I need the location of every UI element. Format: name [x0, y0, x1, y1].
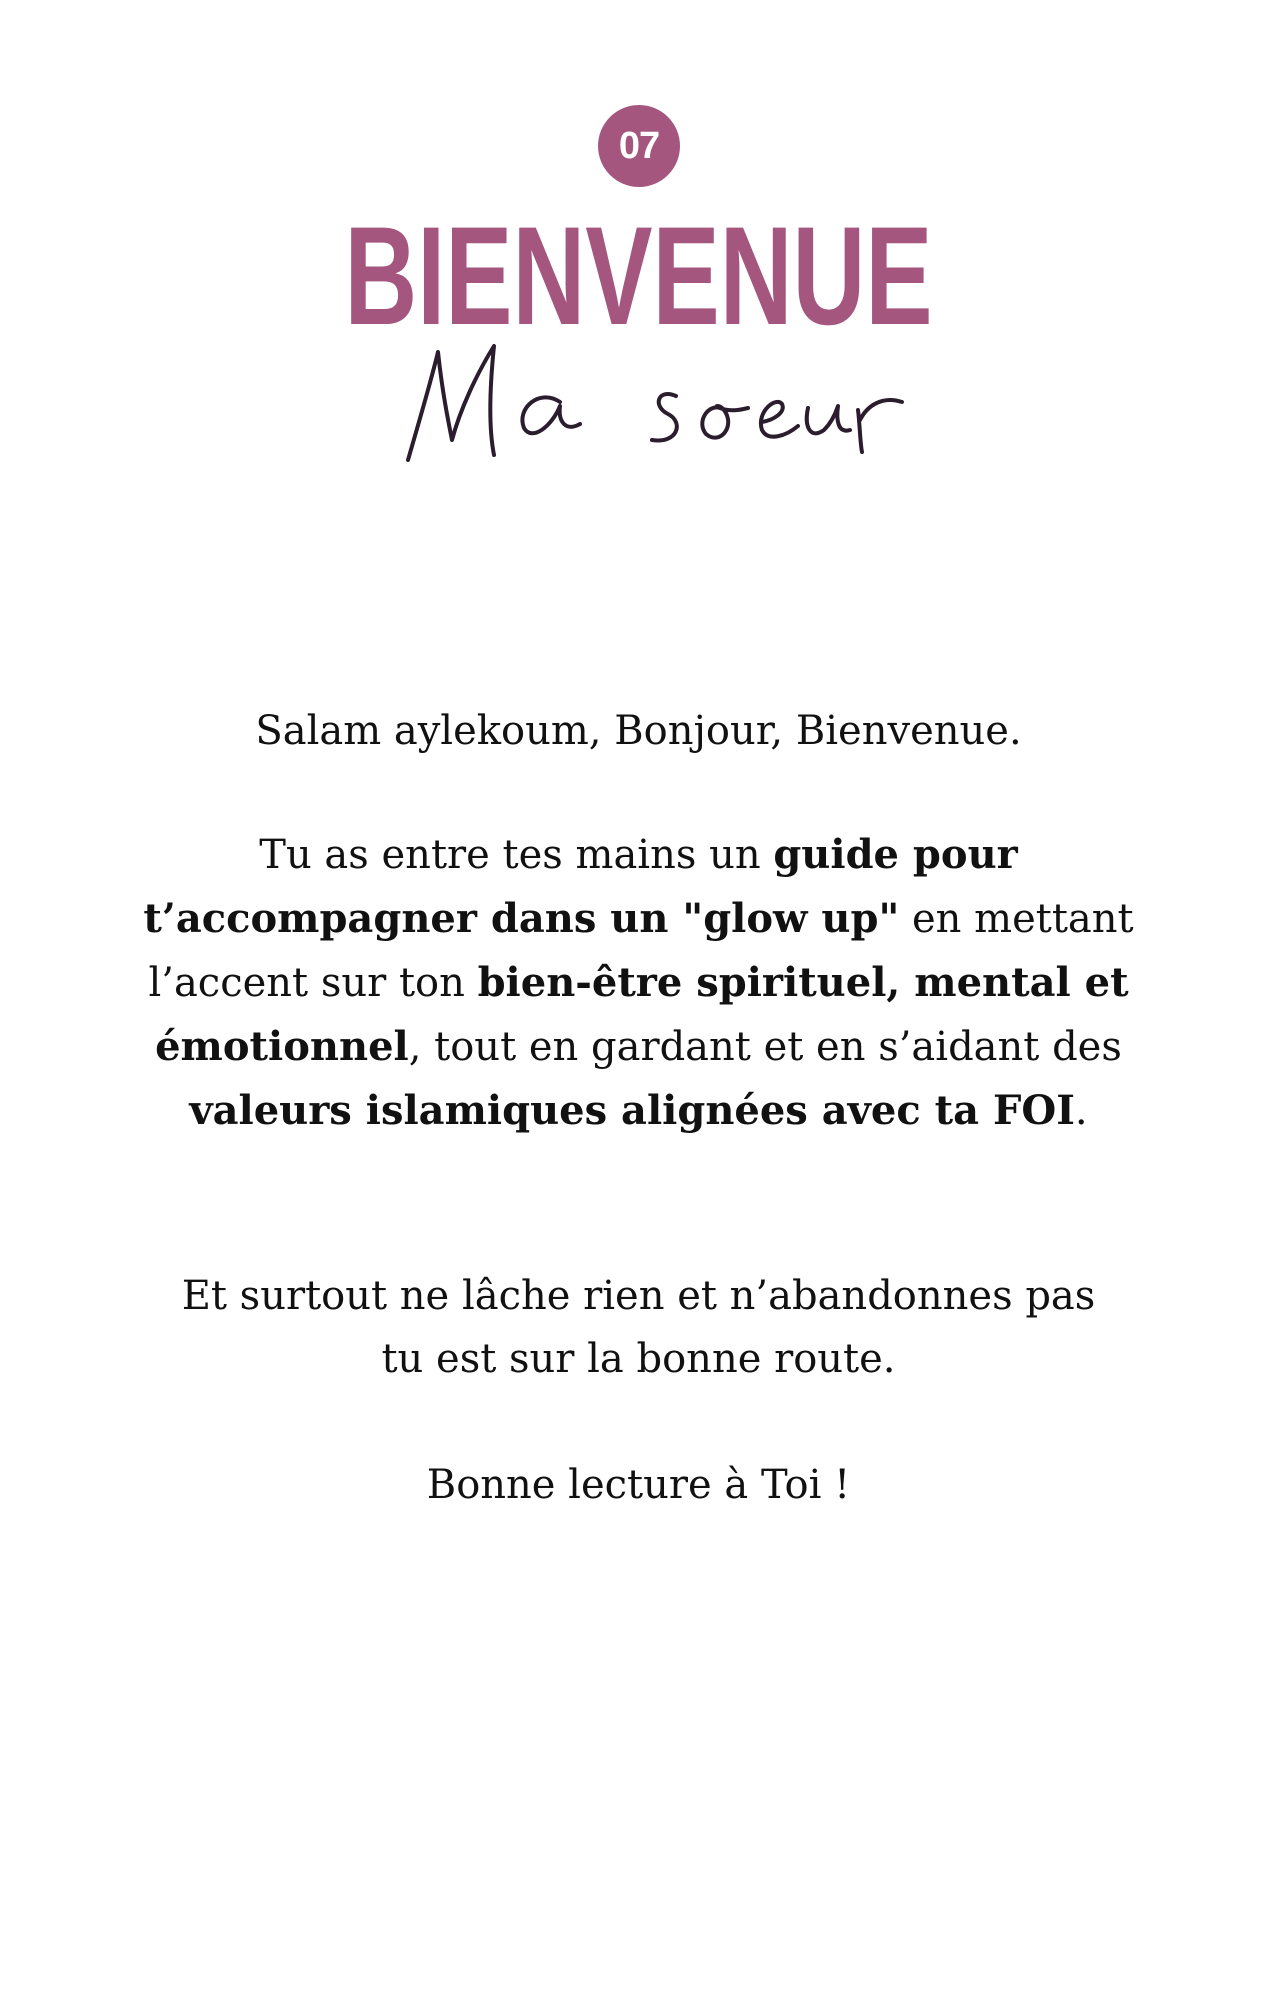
intro-text-4: .	[1074, 1088, 1088, 1134]
handwritten-subtitle-svg	[390, 330, 910, 470]
intro-text-2: en mettant l’accent sur ton	[148, 896, 1134, 1006]
intro-bold-guide: guide pour t’accompagner dans un "glow up"	[143, 831, 1018, 942]
page-title: BIENVENUE	[344, 197, 933, 354]
intro-bold-wellbeing: bien-être spirituel, mental et émotionnel	[155, 959, 1129, 1070]
handwritten-subtitle	[390, 330, 910, 470]
closing-paragraph: Bonne lecture à Toi !	[426, 1462, 851, 1508]
intro-text-3: , tout en gardant et en s’aidant des	[408, 1024, 1122, 1070]
page-number-badge	[598, 105, 680, 187]
intro-bold-values: valeurs islamiques alignées avec ta FOI	[189, 1087, 1075, 1134]
page-number: 07	[618, 124, 660, 167]
encouragement-line-1: Et surtout ne lâche rien et n’abandonnes pas	[181, 1273, 1096, 1319]
encouragement-line-2: tu est sur la bonne route.	[381, 1336, 896, 1382]
greeting-paragraph: Salam aylekoum, Bonjour, Bienvenue.	[255, 708, 1022, 754]
intro-paragraph	[140, 823, 1137, 1143]
intro-text-1: Tu as entre tes mains un	[259, 832, 774, 878]
encouragement-paragraph	[140, 1265, 1137, 1391]
